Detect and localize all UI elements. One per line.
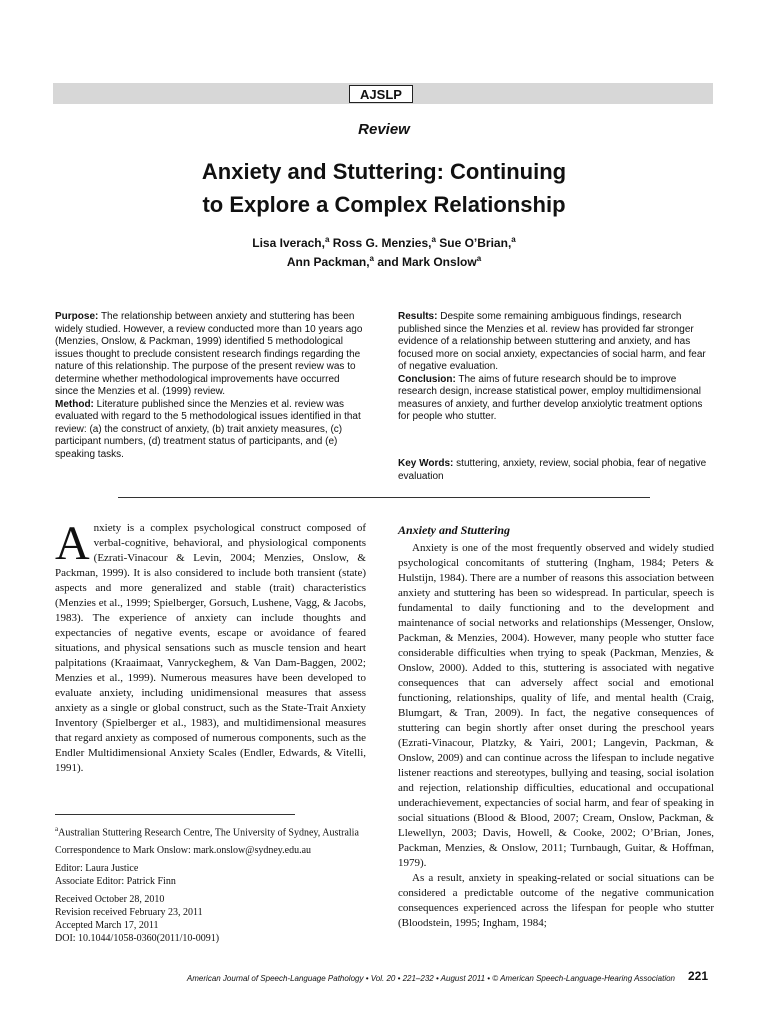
section-heading: Anxiety and Stuttering [398,523,511,537]
article-title [0,155,768,221]
abstract-right [398,311,715,424]
doi: DOI: 10.1044/1058-0360(2011/10-0091) [55,933,220,945]
author-line-1 [0,232,768,251]
author-name: Ross G. Menzies, [329,236,432,250]
keywords-text: stuttering, anxiety, review, social phobia, fear of negative evaluation [398,458,707,482]
footnote-divider [55,814,295,815]
author-affiliation-mark: a [324,235,330,244]
revision-date: Revision received February 23, 2011 [55,907,203,919]
purpose-label: Purpose: [55,311,99,322]
purpose-text: The relationship between anxiety and stuttering has been widely studied. However, a review conducted more than 10 years ago (Menzies, Onslow, & Packman, 1999) identified 5 methodological issues thought to preclude consistent research findings regarding the nature of this relationship. The purpose of the present review was to determine whether methodological improvements have occurred since the Menzies et al. (1999) review. [55,311,363,397]
paragraph: As a result, anxiety in speaking-related or social situations can be considered a predictable outcome of the negative communication consequences experienced across the lifespan for people who stutter (Bloodstein, 1995; Ingham, 1984; [398,872,714,929]
footnotes [55,823,367,945]
page-number: 221 [688,969,709,983]
results-text: Despite some remaining ambiguous findings, research published since the Menzies et al. review has provided far stronger evidence of a relationship between stuttering and anxiety, and has focused more on social anxiety, expectancies of social harm, and fear of negative evaluation. [398,311,706,372]
journal-footer: American Journal of Speech-Language Pathology • Vol. 20 • 221–232 • August 2011 • © American Speech-Language-Hearing Association [186,974,675,983]
correspondence: Correspondence to Mark Onslow: mark.onslow@sydney.edu.au [55,845,312,857]
journal-badge: AJSLP [349,85,413,103]
author-affiliation-mark: a [476,254,482,263]
intro-paragraph: nxiety is a complex psychological construct composed of verbal-cognitive, behavioral, and physiological components (Ezrati-Vinacour & Levin, 2004; Menzies, Onslow, & Packman, 1999). It is also considered to include both transient (state) aspects and more generalized and stable (trait) characteristics (Menzies et al., 1999; Spielberger, Gorsuch, Lushene, Vagg, & Jacobs, 1983). The experience of anxiety can include thoughts and expectancies of negative events, escape or avoidance of feared situations, and physical sensations such as muscle tension and heart palpitations (Kraaimaat, Vanryckeghem, & Van Dam-Baggen, 2002; Menzies et al., 1999). Numerous measures have been developed to evaluate anxiety, including unidimensional measures that assess anxiety as a single or global construct, such as the State-Trait Anxiety Inventory (Spielberger et al., 1983), and multidimensional measures that regard anxiety as composed of numerous components, such as the Endler Multidimensional Anxiety Scales (Endler, Edwards, & Vitelli, 1991). [55,522,366,774]
author-list [0,232,768,270]
method-label: Method: [55,398,94,410]
title-line-1: Anxiety and Stuttering: Continuing [201,159,567,184]
paragraph: Anxiety is one of the most frequently observed and widely studied psychological concomitants of stuttering (Ingham, 1984; Peters & Hulstijn, 1984). There are a number of reasons this association between anxiety and stuttering has been so widespread. In particular, speech is fundamental to daily functioning and to the development and maintenance of social networks and relationships (Messenger, Onslow, Packman, & Menzies, 2004). However, many people who stutter face considerable difficulties when trying to speak (Packman, Menzies, & Onslow, 2000). Added to this, stuttering is associated with negative consequences that can adversely affect social and emotional functioning, relationships, quality of life, and mental health (Craig, Blumgart, & Tran, 2009). In fact, the negative consequences of stuttering can begin shortly after onset during the preschool years (Ezrati-Vinacour, Platzky, & Yairi, 2001; Langevin, Packman, & Onslow, 2009) and can continue across the lifespan to include negative listener reactions and stereotypes, bullying and teasing, social isolation and rejection, relationship difficulties, educational and occupational underachievement, expectancies of social harm, and fear of speaking in social situations (Blood & Blood, 2007; Cream, Onslow, Packman, & Llewellyn, 2003; Davis, Howell, & Cooke, 2002; O’Brian, Jones, Packman, Menzies, & Onslow, 2011; Turnbaugh, Guitar, & Hoffman, 1979). [398,542,714,869]
keywords-label: Key Words: [398,458,454,469]
author-name: Ann Packman, [286,255,370,269]
body-column-left [55,517,366,776]
conclusion-label: Conclusion: [398,373,456,385]
author-name: Lisa Iverach, [252,236,325,250]
drop-cap: A [55,517,90,570]
abstract-divider [118,497,650,498]
conclusion-text: The aims of future research should be to improve research design, increase statistical power, employ multidimensional measures of anxiety, and further develop anxiolytic treatment options for people who stutter. [398,373,703,422]
associate-editor: Associate Editor: Patrick Finn [55,876,176,888]
method-text: Literature published since the Menzies et al. review was evaluated with regard to the 5 methodological issues identified in that review: (a) the construct of anxiety, (b) trait anxiety measures, (c) participant numbers, (d) treatment status of participants, and (e) speaking tasks. [55,398,361,460]
body-column-right [398,523,714,931]
author-affiliation-mark: a [511,235,516,244]
abstract-left [55,311,365,461]
results-label: Results: [398,311,438,322]
received-date: Received October 28, 2010 [55,894,165,906]
accepted-date: Accepted March 17, 2011 [55,920,159,932]
author-name: and Mark Onslow [374,255,477,269]
title-line-2: to Explore a Complex Relationship [202,192,566,217]
section-label: Review [358,121,410,138]
affiliation-footnote [55,823,367,839]
author-affiliation-mark: a [369,254,374,263]
author-line-2 [0,251,768,270]
affiliation-text: Australian Stuttering Research Centre, The University of Sydney, Australia [58,827,359,839]
affiliation-mark: a [55,825,59,833]
editor: Editor: Laura Justice [55,863,139,875]
keywords [398,458,715,483]
author-name: Sue O’Brian, [435,236,512,250]
author-affiliation-mark: a [431,235,436,244]
